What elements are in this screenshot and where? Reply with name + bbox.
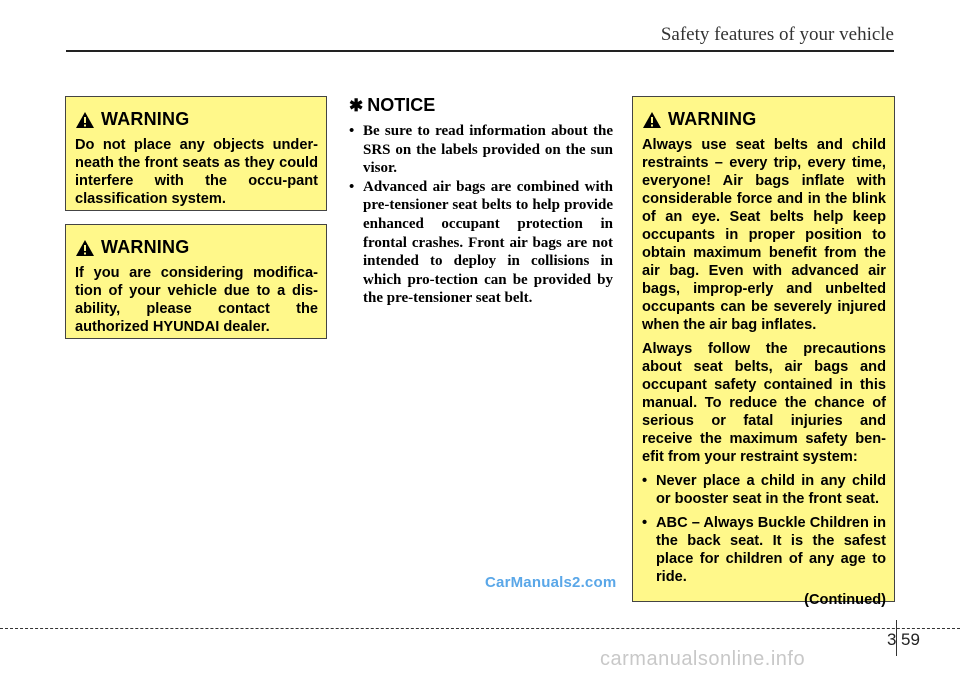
warning-title: WARNING — [668, 109, 757, 129]
list-item: • Advanced air bags are combined with pre-tensioner seat belts to help provide enhanced occupant protection in frontal crashes. Front air bags are not intended to deploy in collisions in which pro-tection can be provided by the pre-tensioner seat belt. — [349, 178, 613, 308]
header-rule — [66, 50, 894, 52]
warning-header — [75, 109, 318, 130]
list-item: • ABC – Always Buckle Children in the back seat. It is the safest place for children of any age to ride. — [642, 514, 886, 586]
warning-bullet-list — [642, 472, 886, 586]
notice-title-text: NOTICE — [367, 95, 436, 115]
warning-triangle-icon — [75, 111, 95, 129]
warning-box-objects-under-seat — [65, 96, 327, 211]
warning-title: WARNING — [101, 109, 190, 129]
warning-title: WARNING — [101, 237, 190, 257]
notice-star-icon: ✱ — [349, 96, 364, 115]
warning-triangle-icon — [642, 111, 662, 129]
warning-paragraph: Always use seat belts and child restraints – every trip, every time, everyone! Air bags inflate with considerable force and in the blink of an eye. Seat belts help keep occupants in proper position to obtain maximum benefit from the air bag. Even with advanced air bags, improp-erly and unbelted occupants can be severely injured when the air bag inflates. — [642, 137, 886, 333]
warning-text — [642, 136, 886, 466]
footer-watermark: carmanualsonline.info — [600, 648, 806, 670]
list-item: • Be sure to read information about the SRS on the labels provided on the sun visor. — [349, 122, 613, 178]
warning-paragraph: Always follow the precautions about seat belts, air bags and occupant safety contained in this manual. To reduce the chance of serious or fatal injuries and receive the maximum safety ben-efit from your restraint system: — [642, 341, 886, 465]
warning-box-vehicle-modification — [65, 224, 327, 339]
chapter-number: 3 — [887, 630, 897, 649]
warning-header — [642, 109, 886, 130]
page-number: 59 — [901, 630, 920, 649]
footer-rule — [0, 628, 960, 629]
notice-section — [349, 95, 613, 308]
warning-text: Do not place any objects under-neath the front seats as they could interfere with the occu-pant classification system. — [75, 137, 318, 207]
page-header-title: Safety features of your vehicle — [660, 24, 894, 45]
list-item: • Never place a child in any child or booster seat in the front seat. — [642, 472, 886, 508]
warning-header — [75, 237, 318, 258]
warning-box-seat-belts — [632, 96, 895, 608]
warning-text: If you are considering modifica-tion of your vehicle due to a dis-ability, please contact the authorized HYUNDAI dealer. — [75, 265, 318, 335]
warning-triangle-icon — [75, 239, 95, 257]
watermark-link[interactable]: CarManuals2.com — [485, 574, 617, 591]
continued-label: (Continued) — [804, 592, 886, 608]
notice-list — [349, 122, 613, 308]
notice-title — [349, 95, 613, 116]
